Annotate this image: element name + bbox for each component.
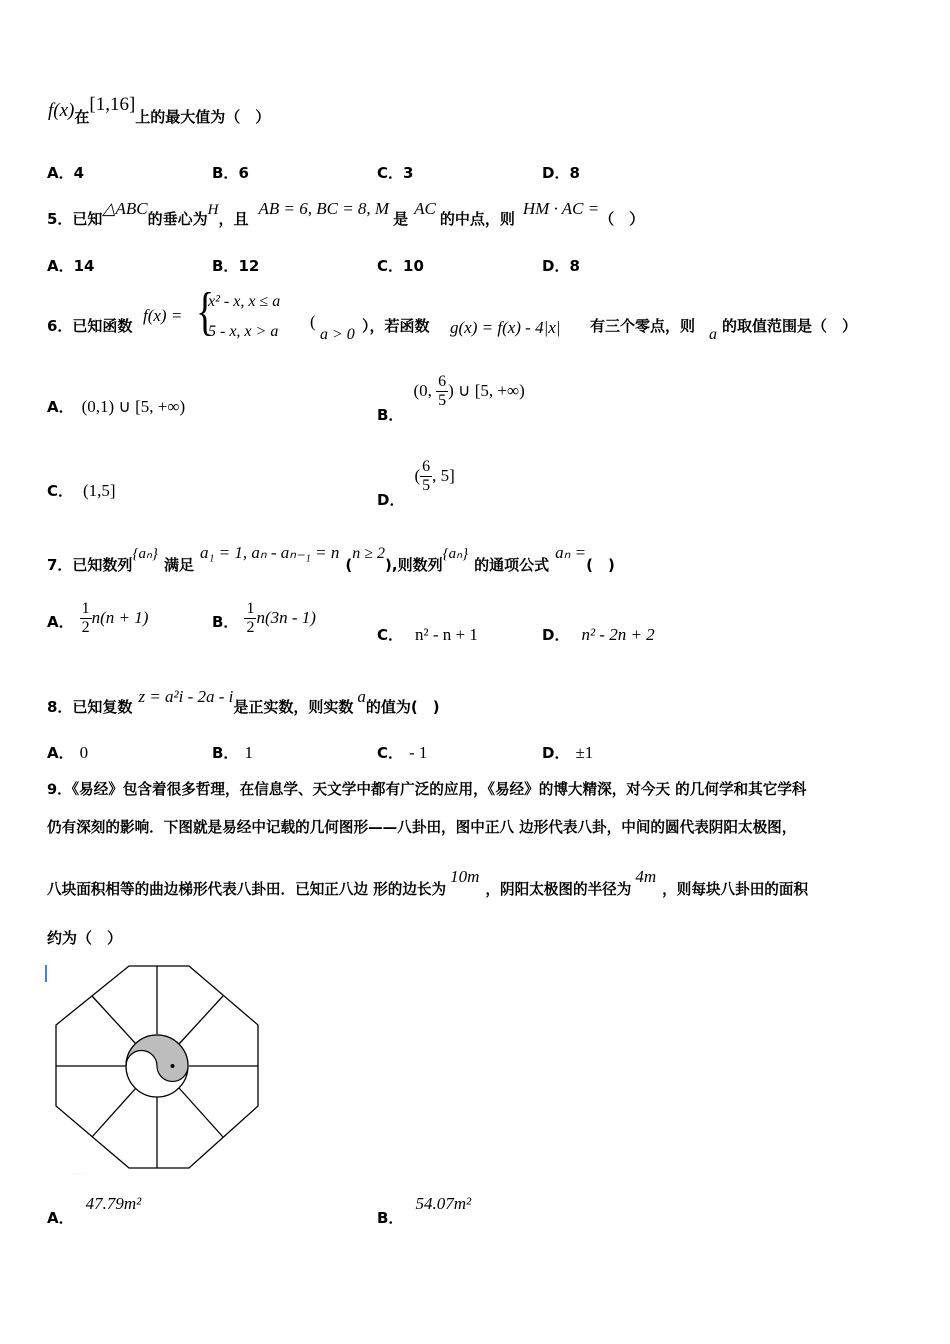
- q6-option-a[interactable]: A． (0,1) ∪ [5, +∞): [47, 397, 186, 416]
- q7-stem: 7．已知数列{aₙ}满足a₁ = 1, aₙ - aₙ₋₁ = n(n ≥ 2),则数列{aₙ}的通项公式aₙ =( ): [47, 543, 615, 574]
- q9-option-b[interactable]: B．54.07m²: [377, 1194, 472, 1227]
- q6-t1: ），若函数: [362, 317, 430, 335]
- q5-option-a[interactable]: A．14: [47, 257, 95, 275]
- q6-option-d[interactable]: D．( $\frac{6}{5}$ , 5]: [377, 458, 455, 509]
- q6-brace: {: [196, 282, 215, 342]
- q4-option-b[interactable]: B．6: [212, 164, 249, 182]
- q7-option-d[interactable]: D． n² - 2n + 2: [542, 625, 655, 644]
- q9-option-a[interactable]: A．47.79m²: [47, 1194, 142, 1227]
- q5-stem: 5．已知△ABC的垂心为H，且AB = 6, BC = 8, M是AC的中点，则HM · AC =（ ）: [47, 199, 645, 228]
- q6-open-paren: (: [310, 312, 316, 331]
- svg-text:· · · ·: · · · ·: [74, 1171, 88, 1178]
- q9-line2: 仍有深刻的影响．下图就是易经中记载的几何图形——八卦田，图中正八 边形代表八卦，中间的圆代表阴阳太极图，: [47, 819, 797, 836]
- q6-t3: 的取值范围是（ ）: [722, 317, 858, 335]
- q6-case2: 5 - x, x > a: [208, 323, 279, 340]
- yin-yang-icon: [126, 1035, 188, 1097]
- q6-a: a: [709, 326, 717, 343]
- q8-option-c[interactable]: C． - 1: [377, 743, 428, 762]
- q5-option-d[interactable]: D．8: [542, 257, 580, 275]
- q7-option-a[interactable]: A． $\frac{1}{2}$ n(n + 1): [47, 600, 149, 636]
- q4-option-d[interactable]: D．8: [542, 164, 580, 182]
- q6-case1: x² - x, x ≤ a: [208, 293, 281, 310]
- q4-option-c[interactable]: C．3: [377, 164, 414, 182]
- q6-option-c[interactable]: C． (1,5]: [47, 481, 116, 500]
- q7-option-b[interactable]: B． $\frac{1}{2}$ n(3n - 1): [212, 600, 316, 636]
- bagua-figure: [44, 960, 270, 1180]
- q6-cond: a > 0: [320, 326, 355, 343]
- q7-option-c[interactable]: C． n² - n + 1: [377, 625, 478, 644]
- q4-interval: [1,16]: [89, 94, 136, 115]
- q6-option-b[interactable]: B．(0, $\frac{6}{5}$ ) ∪ [5, +∞): [377, 373, 525, 424]
- q8-stem: 8．已知复数z = a²i - 2a - i是正实数，则实数a的值为( ): [47, 687, 440, 716]
- q5-option-b[interactable]: B．12: [212, 257, 260, 275]
- q9-line4: 约为（ ）: [47, 929, 123, 947]
- q4-fx: f(x): [48, 100, 75, 121]
- q6-fx: f(x) =: [143, 306, 183, 325]
- q6-t2: 有三个零点，则: [590, 317, 696, 335]
- q4-option-a[interactable]: A．4: [47, 164, 85, 182]
- q6-gx: g(x) = f(x) - 4|x|: [450, 318, 561, 337]
- q8-option-b[interactable]: B． 1: [212, 743, 253, 762]
- q5-option-c[interactable]: C．10: [377, 257, 424, 275]
- q9-line3: 八块面积相等的曲边梯形代表八卦田．已知正八边 形的边长为10m，阴阳太极图的半径为4m，则每块八卦田的面积: [47, 867, 809, 898]
- q8-option-d[interactable]: D． ±1: [542, 743, 594, 762]
- q8-option-a[interactable]: A． 0: [47, 743, 89, 762]
- q6-num: 6．已知函数: [47, 317, 133, 335]
- q9-line1: 9．《易经》包含着很多哲理，在信息学、天文学中都有广泛的应用，《易经》的博大精深，对今天 的几何学和其它学科: [47, 781, 807, 798]
- q4-stem: f(x)在[1,16]上的最大值为（ ）: [48, 94, 271, 126]
